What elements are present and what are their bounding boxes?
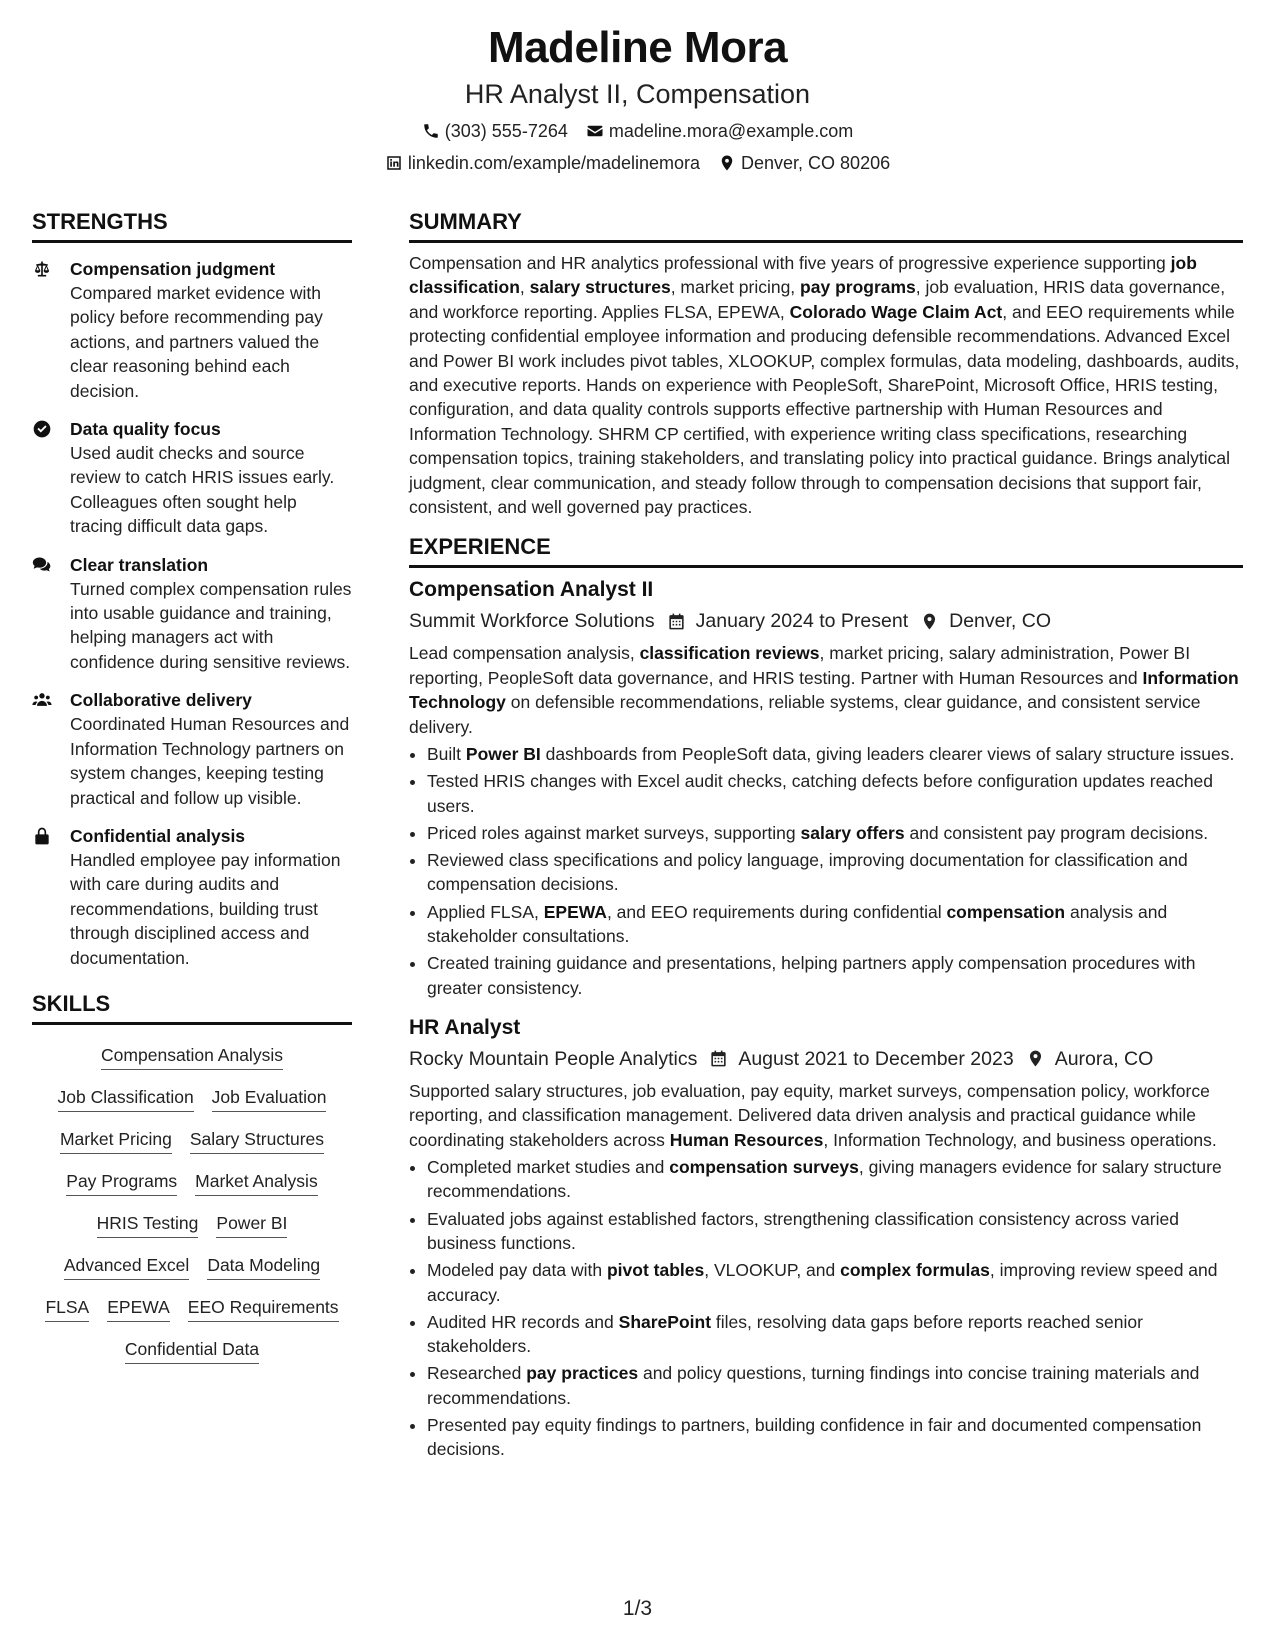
map-pin-icon — [920, 612, 939, 631]
skill-tag: EEO Requirements — [188, 1295, 339, 1322]
contact-email[interactable] — [586, 120, 853, 142]
job-bullets — [409, 1155, 1243, 1462]
skills-row — [32, 1337, 352, 1364]
map-pin-icon — [718, 154, 736, 172]
skills-row — [32, 1211, 352, 1238]
check-circle-icon — [32, 419, 52, 439]
bold-text: compensation surveys — [669, 1156, 859, 1177]
users-icon — [32, 690, 52, 710]
text-run: , giving managers evidence for salary structure recommendations. — [427, 1156, 1222, 1202]
skills-row — [32, 1253, 352, 1280]
bold-text: Power BI — [465, 743, 541, 764]
strength-desc: Turned complex compensation rules into usable guidance and training, helping managers act with confidence during sensitive reviews. — [70, 578, 352, 672]
strength-title: Data quality focus — [70, 419, 221, 440]
skill-tag: Confidential Data — [125, 1337, 259, 1364]
job-dates: January 2024 to Present — [695, 610, 909, 633]
bold-text: pay programs — [800, 277, 916, 298]
strength-desc: Coordinated Human Resources and Information Technology partners on system changes, keeping testing practical and follow up visible. — [70, 714, 350, 808]
skill-tag: Compensation Analysis — [101, 1043, 283, 1070]
text-run: Built — [427, 743, 466, 764]
strength-title: Clear translation — [70, 554, 209, 575]
skill-tag: Salary Structures — [190, 1127, 324, 1154]
skill-tag: EPEWA — [107, 1295, 170, 1322]
text-run: dashboards from PeopleSoft data, giving leaders clearer views of salary structure issues. — [540, 743, 1235, 764]
text-run: Audited HR records and — [427, 1311, 619, 1332]
text-run: Reviewed class specifications and policy language, improving documentation for classification and compensation decisions. — [427, 849, 1188, 895]
phone-icon — [422, 122, 440, 140]
candidate-title: HR Analyst II, Compensation — [464, 79, 811, 109]
page-number: 1/3 — [622, 1597, 653, 1620]
bold-text: Colorado Wage Claim Act — [789, 301, 1003, 322]
resume-header — [0, 20, 1275, 174]
text-run: Compensation and HR analytics professional with five years of progressive experience supporting — [409, 253, 1171, 273]
text-run: files, resolving data gaps before reports reached senior stakeholders. — [427, 1311, 1143, 1357]
strengths-heading: STRENGTHS — [32, 208, 352, 243]
map-pin-icon — [1026, 1049, 1045, 1068]
text-run: analysis and stakeholder consultations. — [427, 901, 1168, 946]
job-company: Summit Workforce Solutions — [409, 610, 655, 633]
strength-title: Collaborative delivery — [70, 690, 252, 711]
text-run: , and EEO requirements while protecting confidential employee information and producing defensible recommendations. Advanced Excel and Power BI work includes pivot tables, XLOOKUP, complex formulas, data modeling, dashboards, audits, and executive reports. Hands on experience with PeopleSoft, SharePoint, Microsoft Office, HRIS testing, configuration, and data quality controls supports effective partnership with Human Resources and Information Technology. SHRM CP certified, with experience writing class specifications, researching compensation topics, training stakeholders, and translating policy into practical guidance. Brings analytical judgment, clear communication, and steady follow through to compensation decisions that support fair, consistent, and well governed pay practices. — [409, 301, 1240, 518]
skill-tag: Job Classification — [58, 1085, 194, 1112]
bold-text: pivot tables — [606, 1260, 705, 1281]
candidate-name: Madeline Mora — [487, 23, 788, 72]
text-run: Researched — [427, 1363, 527, 1384]
text-run: , and EEO requirements during confidential — [606, 901, 947, 922]
bold-text: Human Resources — [669, 1129, 824, 1150]
comments-icon — [32, 555, 52, 575]
text-run: , VLOOKUP, and — [704, 1260, 841, 1281]
right-column — [409, 208, 1243, 1462]
experience-section — [409, 533, 1243, 1461]
bullet-item — [427, 951, 1243, 1000]
strength-title: Confidential analysis — [70, 825, 246, 846]
bold-text: Information Technology — [409, 667, 1239, 713]
job-description — [409, 1079, 1243, 1152]
job-description — [409, 641, 1243, 739]
text-run: Modeled pay data with — [427, 1260, 607, 1281]
text-run: Completed market studies and — [427, 1156, 670, 1177]
bold-text: complex formulas — [840, 1260, 990, 1281]
skills-row — [32, 1043, 352, 1070]
job-title: HR Analyst — [409, 1015, 521, 1039]
bullet-item — [427, 1207, 1243, 1256]
lock-icon — [32, 826, 52, 846]
skill-tag: Power BI — [216, 1211, 287, 1238]
text-run: and policy questions, turning findings into concise training materials and recommendations. — [427, 1363, 1200, 1408]
bullet-item — [427, 1361, 1243, 1410]
text-run: , improving review speed and accuracy. — [427, 1260, 1218, 1305]
text-run: Created training guidance and presentations, helping partners apply compensation procedures with greater consistency. — [427, 953, 1196, 998]
location-text: Denver, CO 80206 — [741, 153, 891, 173]
summary-text — [409, 251, 1243, 519]
skills-heading: SKILLS — [32, 990, 352, 1025]
strength-item — [32, 553, 352, 675]
job-title: Compensation Analyst II — [409, 578, 654, 602]
linkedin-text: linkedin.com/example/madelinemora — [407, 153, 701, 173]
envelope-icon — [586, 122, 604, 140]
bold-text: EPEWA — [543, 901, 607, 922]
bold-text: SharePoint — [618, 1311, 712, 1332]
text-run: Tested HRIS changes with Excel audit checks, catching defects before configuration updates reached users. — [427, 771, 1214, 816]
skill-tag: HRIS Testing — [97, 1211, 199, 1238]
strength-title: Compensation judgment — [70, 259, 276, 279]
skills-row — [32, 1295, 352, 1322]
email-text: madeline.mora@example.com — [608, 121, 854, 141]
skills-list — [32, 1043, 352, 1364]
phone-text: (303) 555-7264 — [444, 121, 568, 141]
bullet-item — [427, 1155, 1243, 1204]
skill-tag: Data Modeling — [207, 1253, 320, 1280]
strength-desc: Used audit checks and source review to catch HRIS issues early. Colleagues often sought help tracing difficult data gaps. — [70, 443, 335, 537]
skills-row — [32, 1127, 352, 1154]
text-run: Supported salary structures, job evaluation, pay equity, market surveys, compensation policy, workforce reporting, and classification management. Delivered data driven analysis and practical guidance while coordinating stakeholders across — [409, 1080, 1210, 1150]
strength-desc: Compared market evidence with policy before recommending pay actions, and partners valued the clear reasoning behind each decision. — [70, 283, 323, 401]
skills-section — [32, 990, 352, 1364]
job-location: Denver, CO — [949, 610, 1051, 633]
job-entry — [409, 1014, 1243, 1462]
bold-text: salary offers — [800, 822, 905, 843]
skill-tag: Pay Programs — [66, 1169, 177, 1196]
contact-row-2 — [0, 152, 1275, 174]
scale-icon — [32, 259, 52, 279]
contact-location — [718, 152, 890, 174]
bold-text: job classification — [409, 253, 1197, 298]
text-run: , market pricing, — [670, 277, 801, 298]
job-location: Aurora, CO — [1054, 1047, 1154, 1070]
bold-text: salary structures — [529, 277, 671, 298]
bold-text: compensation — [946, 901, 1066, 922]
strength-item — [32, 824, 352, 970]
job-bullets — [409, 742, 1243, 1000]
bullet-item — [427, 742, 1243, 766]
strength-desc: Handled employee pay information with care during audits and recommendations, building trust through disciplined access and documentation. — [70, 849, 341, 968]
bullet-item — [427, 769, 1243, 818]
summary-heading: SUMMARY — [409, 208, 1243, 243]
calendar-icon — [709, 1049, 728, 1068]
text-run: Priced roles against market surveys, supporting — [427, 822, 801, 843]
text-run: Evaluated jobs against established factors, strengthening classification consistency across varied business functions. — [427, 1208, 1179, 1253]
skill-tag: Market Analysis — [195, 1169, 318, 1196]
contact-linkedin[interactable] — [385, 152, 700, 174]
bullet-item — [427, 1258, 1243, 1307]
job-company: Rocky Mountain People Analytics — [409, 1047, 698, 1070]
bold-text: pay practices — [526, 1363, 639, 1384]
bullet-item — [427, 821, 1243, 845]
job-entry — [409, 576, 1243, 999]
text-run: Applied FLSA, — [427, 901, 544, 922]
skills-row — [32, 1085, 352, 1112]
experience-heading: EXPERIENCE — [409, 533, 1243, 568]
job-meta — [409, 1044, 1243, 1074]
strength-item — [32, 688, 352, 810]
bullet-item — [427, 1310, 1243, 1359]
skills-row — [32, 1169, 352, 1196]
contact-phone — [422, 120, 568, 142]
skill-tag: Advanced Excel — [64, 1253, 190, 1280]
strength-item — [32, 417, 352, 539]
contact-row-1 — [0, 120, 1275, 142]
calendar-icon — [667, 612, 686, 631]
linkedin-icon — [385, 154, 403, 172]
bullet-item — [427, 900, 1243, 949]
text-run: Lead compensation analysis, — [409, 643, 640, 664]
text-run: on defensible recommendations, reliable systems, clear guidance, and consistent service delivery. — [409, 692, 1201, 737]
text-run: and consistent pay program decisions. — [904, 822, 1209, 843]
strength-item — [32, 257, 352, 403]
text-run: , — [519, 277, 530, 298]
bold-text: classification reviews — [639, 643, 820, 664]
bullet-item — [427, 848, 1243, 897]
text-run: Presented pay equity findings to partners, building confidence in fair and documented compensation decisions. — [427, 1415, 1202, 1460]
text-run: , job evaluation, HRIS data governance, and workforce reporting. Applies FLSA, EPEWA, — [409, 277, 1226, 322]
left-column — [32, 208, 352, 1364]
text-run: , market pricing, salary administration, Power BI reporting, PeopleSoft data governance, and HRIS testing. Partner with Human Resources and — [409, 643, 1191, 688]
bullet-item — [427, 1413, 1243, 1462]
job-dates: August 2021 to December 2023 — [738, 1047, 1014, 1070]
skill-tag: FLSA — [45, 1295, 89, 1322]
skill-tag: Job Evaluation — [212, 1085, 327, 1112]
skill-tag: Market Pricing — [60, 1127, 172, 1154]
job-meta — [409, 606, 1243, 636]
text-run: , Information Technology, and business operations. — [823, 1129, 1217, 1150]
